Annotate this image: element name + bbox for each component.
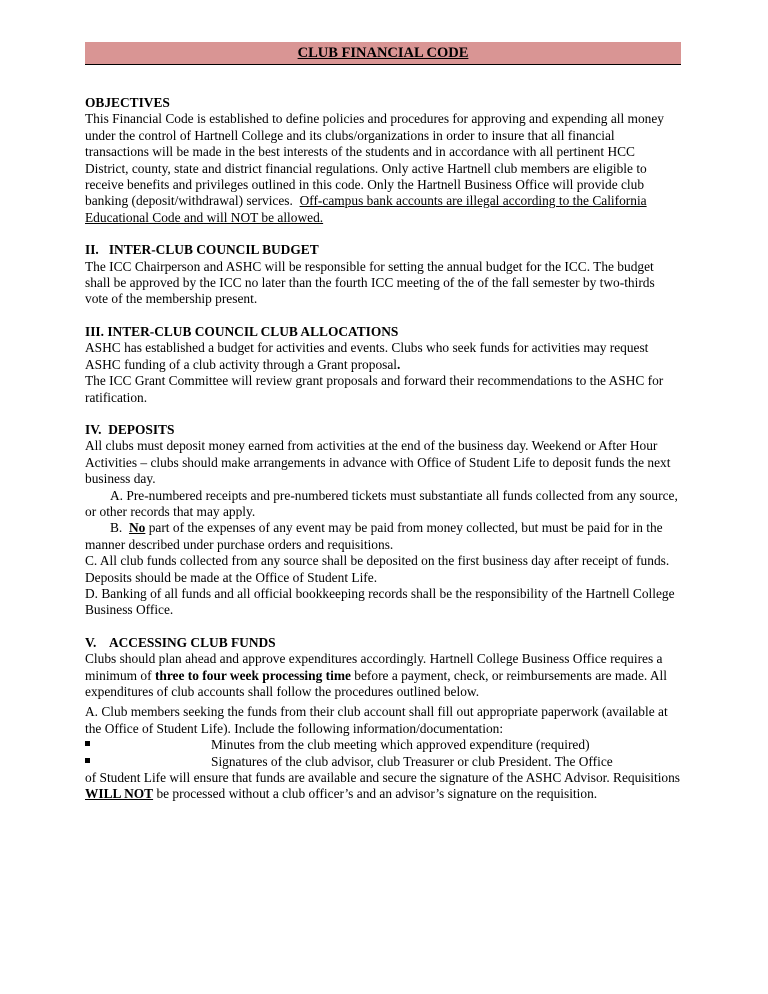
bullet-item-minutes: Minutes from the club meeting which approved expenditure (required) (85, 737, 681, 753)
deposits-item-a: A. Pre-numbered receipts and pre-numbered tickets must substantiate all funds collected from any source, or other records that may apply. (85, 487, 678, 519)
deposits-heading: IV. DEPOSITS (85, 421, 175, 437)
title-banner (85, 42, 681, 65)
deposits-body: All clubs must deposit money earned from activities at the end of the business day. Weekend or After Hour Activities – clubs should make arrangements in advance with Office of Student Life to deposit funds the next business day. (85, 438, 671, 487)
budget-heading: II. INTER-CLUB COUNCIL BUDGET (85, 242, 319, 258)
deposits-item-b: B. No part of the expenses of any event may be paid from money collected, but must be paid for in the manner described under purchase orders and requisitions. (85, 520, 663, 552)
page-title: CLUB FINANCIAL CODE (297, 45, 469, 61)
document-page (85, 42, 681, 803)
objectives-heading: OBJECTIVES (85, 95, 170, 110)
deposits-section (85, 422, 681, 619)
deposits-item-d: D. Banking of all funds and all official bookkeeping records shall be the responsibility of the Hartnell College Business Office. (85, 585, 675, 618)
budget-body: The ICC Chairperson and ASHC will be responsible for setting the annual budget for the ICC. The budget shall be approved by the ICC no later than the fourth ICC meeting of the of the fall semester by two-thirds vote of the membership present. (85, 258, 655, 307)
accessing-heading: V. ACCESSING CLUB FUNDS (85, 634, 276, 650)
accessing-body: Clubs should plan ahead and approve expenditures accordingly. Hartnell College Business Office requires a minimum of three to four week processing time before a payment, check, or reimbursements are made. All expenditures of club accounts shall follow the procedures outlined below. (85, 651, 667, 699)
objectives-underlined-text: Off-campus bank accounts are illegal according to the California Educational Code and will NOT be allowed. (85, 193, 647, 225)
deposits-item-c: C. All club funds collected from any source shall be deposited on the first business day after receipt of funds. Deposits should be made at the Office of Student Life. (85, 553, 670, 585)
allocations-body-1: ASHC has established a budget for activities and events. Clubs who seek funds for activities may request ASHC funding of a club activity through a Grant proposal. (85, 340, 649, 372)
bullet-item-signatures: Signatures of the club advisor, club Treasurer or club President. The Office (85, 754, 681, 770)
allocations-body-2: The ICC Grant Committee will review grant proposals and forward their recommendations to the ASHC for ratification. (85, 373, 664, 405)
objectives-section (85, 95, 681, 226)
budget-section (85, 242, 681, 308)
allocations-section (85, 324, 681, 406)
allocations-heading: III. INTER-CLUB COUNCIL CLUB ALLOCATIONS (85, 323, 399, 339)
objectives-body: This Financial Code is established to define policies and procedures for approving and expending all money under the control of Hartnell College and its clubs/organizations in order to insure that all financial transactions will be made in the best interests of the students and in accordance with all pertinent HCC District, county, state and district financial regulations. Only active Hartnell club members are eligible to receive benefits and privileges outlined in this code. Only the Hartnell Business Office will provide club banking (deposit/withdrawal) services. Off-campus bank accounts are illegal according to the California Educational Code and will NOT be allowed. (85, 111, 664, 225)
accessing-continuation: of Student Life will ensure that funds are available and secure the signature of the ASHC Advisor. Requisitions WILL NOT be processed without a club officer’s and an advisor’s signature on the requisition. (85, 770, 681, 802)
accessing-item-a: A. Club members seeking the funds from their club account shall fill out appropriate paperwork (available at the Office of Student Life). Include the following information/documentation: (85, 704, 668, 736)
accessing-section (85, 635, 681, 803)
